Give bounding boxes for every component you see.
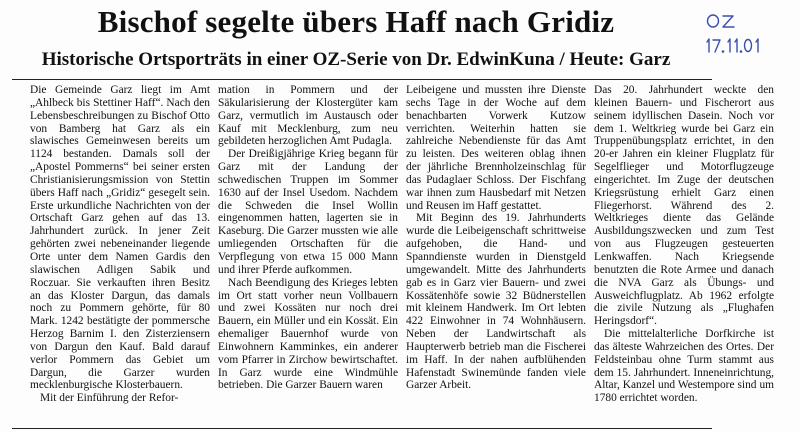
handwritten-date-annotation: [703, 12, 793, 72]
paragraph: Leibeigene und mussten ihre Dienste sechs Tage in der Woche auf dem benachbarten Vorwerk Kutzow verrichten. Weiterhin hatten sie zahlreiche Nebendienste für das Amt zu leisten. Des weiteren oblag ihnen der jährliche Brennholzeinschlag für das Pudaglaer Schloss. Der Fischfang war ihnen zum Hausbedarf mit Netzen und Reusen im Haff gestattet.: [406, 84, 586, 212]
paragraph: Das 20. Jahrhundert weckte den kleinen Bauern- und Fischerort aus seinem idyllischen Dasein. Noch vor dem 1. Weltkrieg wurde bei Garz ein Truppenübungsplatz errichtet, in den 20-er Jahren ein kleiner Flugplatz für Segelflieger und Motorflugzeuge eingerichtet. Im Zuge der deutschen Kriegsrüstung erhielt Garz einen Fliegerhorst. Während des 2. Weltkrieges diente das Gelände Ausbildungszwecken und zum Test von aus Flugzeugen gesteuerten Lenkwaffen. Nach Kriegsende benutzten die Rote Armee und danach die NVA Garz als Übungs- und Ausweichflugplatz. Ab 1962 erfolgte die zivile Nutzung als „Flughafen Heringsdorf“.: [594, 84, 774, 328]
article-column-3: [406, 84, 586, 424]
bottom-rule: [12, 428, 712, 429]
paragraph: Die mittelalterliche Dorfkirche ist das älteste Wahrzeichen des Ortes. Der Feldsteinbau ohne Turm stammt aus dem 15. Jahrhundert. Inneneinrichtung, Altar, Kanzel und Westempore sind um 1780 errichtet worden.: [594, 328, 774, 405]
article-column-4: [594, 84, 774, 424]
paragraph: Mit der Einführung der Refor-: [40, 392, 179, 405]
paragraph: Der Dreißigjährige Krieg begann für Garz mit der Landung der schwedischen Truppen im Sommer 1630 auf der Insel Usedom. Nachdem die Schweden die Insel Wollin eingenommen hatten, lagerten sie in Kaseburg. Die Garzer mussten wie alle umliegenden Ortschaften für die Verpflegung von etwa 15 000 Mann und ihrer Pferde aufkommen.: [218, 148, 398, 276]
paragraph: Nach Beendigung des Krieges lebten im Ort statt vorher neun Vollbauern und zwei Kossäten nur noch drei Bauern, ein Müller und ein Kossät. Ein ehemaliger Bauernhof wurde von Einwohnern Kamminkes, ein anderer vom Pfarrer in Zirchow bewirtschaftet. In Garz wurde eine Windmühle betrieben. Die Garzer Bauern waren: [218, 276, 398, 392]
article-column-1: [30, 84, 210, 424]
paragraph: Mit Beginn des 19. Jahrhunderts wurde die Leibeigenschaft schrittweise aufgehoben, die Hand- und Spanndienste wurden in Dienstgeld umgewandelt. Mitte des Jahrhunderts gab es in Garz vier Bauern- und zwei Kossätenhöfe sowie 32 Büdnerstellen mit kleinem Handwerk. Im Ort lebten 422 Einwohner in 74 Wohnhäusern. Neben der Landwirtschaft als Haupterwerb betrieb man die Fischerei im Haff. In der nahen aufblühenden Hafenstadt Swinemünde fanden viele Garzer Arbeit.: [406, 212, 586, 392]
article-body: [30, 84, 778, 424]
paragraph: Die Gemeinde Garz liegt im Amt „Ahlbeck bis Stettiner Haff“. Nach den Lebensbeschreibungen zu Bischof Otto von Bamberg hat Garz als ein slawisches Gemeinwesen bereits um 1124 bestanden. Damals soll der „Apostel Pommerns“ bei seiner ersten Christianisierungsmission von Stettin übers Haff nach „Gridiz“ gesegelt sein. Erste urkundliche Nachrichten von der Ortschaft Garz gehen auf das 13. Jahrhundert zurück. In jener Zeit gehörten zwei nebeneinander liegende Orte unter dem Namen Gardis den slawischen Adligen Sabik und Roczuar. Sie verkauften ihren Besitz an das Kloster Dargun, das damals noch zu Pommern gehörte, für 80 Mark. 1242 bestätigte der pommersche Herzog Barnim I. den Zisterziensern von Dargun den Kauf. Bald darauf verlor Pommern das Gebiet um Dargun, die Garzer wurden mecklenburgische Klosterbauern.: [30, 84, 210, 392]
article-headline: Bischof segelte übers Haff nach Gridiz: [97, 4, 615, 39]
top-rule: [12, 79, 712, 80]
article-subheadline: Historische Ortsporträts in einer OZ-Serie von Dr. EdwinKuna / Heute: Garz: [41, 49, 671, 70]
paragraph: mation in Pommern und der Säkularisierung der Klostergüter kam Garz, vermutlich im Austausch oder Kauf mit Mecklenburg, zum neu gebildeten herzoglichen Amt Pudagla.: [218, 84, 398, 148]
article-column-2: [218, 84, 398, 424]
